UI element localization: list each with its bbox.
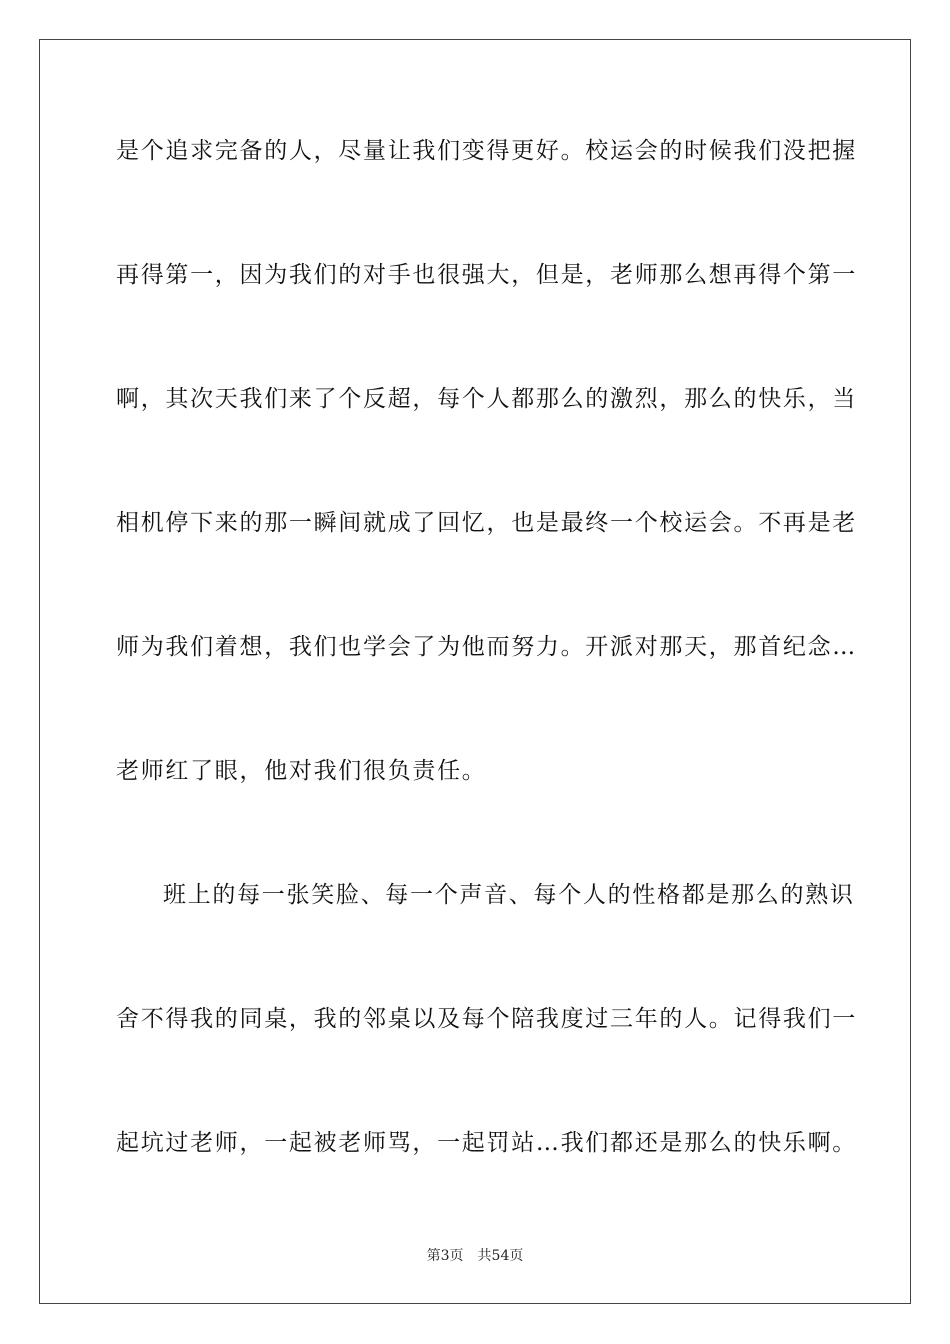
- paragraph-first-line: 班上的每一张笑脸、每一个声音、每个人的性格都是那么的熟识: [163, 882, 855, 908]
- page-total: 共54页: [477, 1248, 524, 1264]
- text-line: 是个追求完备的人，尽量让我们变得更好。校运会的时候我们没把握: [116, 138, 857, 164]
- text-line: 相机停下来的那一瞬间就成了回忆，也是最终一个校运会。不再是老: [116, 510, 857, 536]
- page-border: [39, 39, 911, 1304]
- text-line: 啊，其次天我们来了个反超，每个人都那么的激烈，那么的快乐，当: [116, 386, 857, 412]
- text-line: 师为我们着想，我们也学会了为他而努力。开派对那天，那首纪念…: [116, 634, 857, 660]
- text-line: 舍不得我的同桌，我的邻桌以及每个陪我度过三年的人。记得我们一: [116, 1006, 857, 1032]
- page-footer: [0, 1246, 950, 1266]
- text-line: 起坑过老师，一起被老师骂，一起罚站…我们都还是那么的快乐啊。: [116, 1130, 857, 1156]
- text-line: 老师红了眼，他对我们很负责任。: [116, 758, 487, 784]
- page-number: 第3页: [426, 1248, 464, 1264]
- text-line: 再得第一，因为我们的对手也很强大，但是，老师那么想再得个第一: [116, 262, 857, 288]
